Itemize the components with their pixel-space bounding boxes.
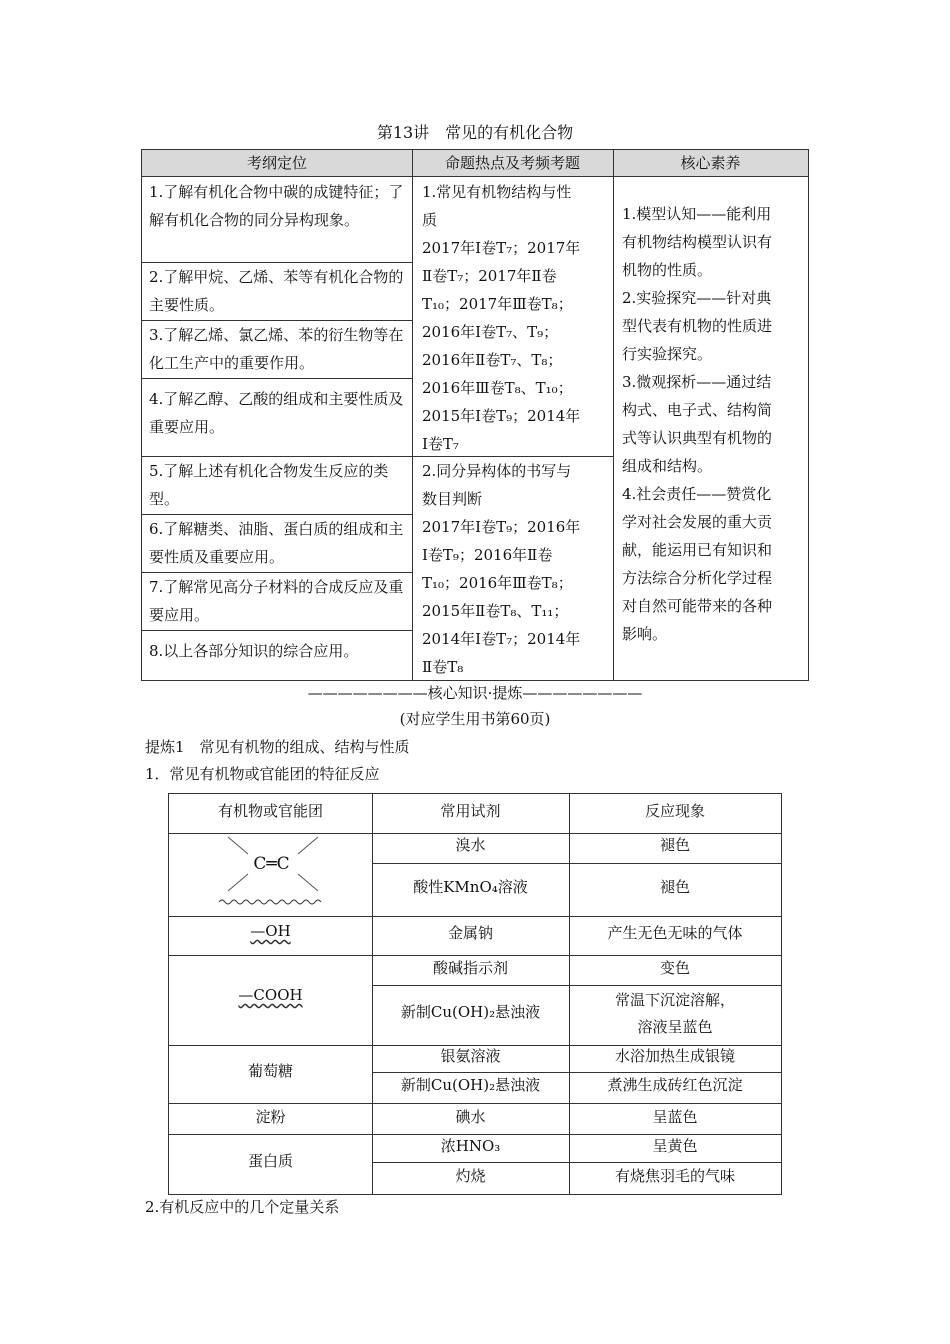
divider <box>142 630 412 631</box>
outline-header-3: 核心素养 <box>613 150 808 177</box>
reagent: 银氨溶液 <box>440 1047 501 1065</box>
group-label: —COOH <box>238 986 303 1004</box>
divider <box>372 985 781 986</box>
reagent: 酸碱指示剂 <box>432 959 508 977</box>
divider <box>613 150 614 680</box>
outline-item: 3.了解乙烯、氯乙烯、苯的衍生物等在化工生产中的重要作用。 <box>149 326 404 372</box>
outline-header-2: 命题热点及考频考题 <box>412 150 613 177</box>
section-bar: ————————核心知识·提炼———————— <box>307 684 643 702</box>
reagent: 溴水 <box>455 836 486 854</box>
outline-item: 5.了解上述有机化合物发生反应的类型。 <box>149 462 389 508</box>
reaction-header-1: 有机物或官能团 <box>217 802 323 820</box>
result: 褪色 <box>659 878 690 896</box>
reaction-table <box>168 793 782 1195</box>
page-reference: (对应学生用书第60页) <box>399 710 551 728</box>
page-title: 第13讲 常见的有机化合物 <box>376 123 574 142</box>
result: 产生无色无味的气体 <box>607 924 743 942</box>
compound-label: 淀粉 <box>255 1108 286 1126</box>
divider <box>142 378 412 379</box>
divider <box>412 150 413 680</box>
reagent: 酸性KMnO₄溶液 <box>413 878 528 896</box>
outline-item: 2.了解甲烷、乙烯、苯等有机化合物的主要性质。 <box>149 268 404 314</box>
divider <box>169 955 781 956</box>
outline-item: 6.了解糖类、油脂、蛋白质的组成和主要性质及重要应用。 <box>149 520 404 566</box>
divider <box>372 1072 781 1073</box>
result: 呈黄色 <box>652 1137 698 1155</box>
result: 变色 <box>659 959 690 977</box>
outline-item: 7.了解常见高分子材料的合成反应及重要应用。 <box>149 578 404 624</box>
outline-table <box>141 149 809 681</box>
reagent: 灼烧 <box>455 1167 486 1185</box>
divider <box>169 1103 781 1104</box>
reagent: 新制Cu(OH)₂悬浊液 <box>400 1076 541 1094</box>
item-1-heading: 1．常见有机物或官能团的特征反应 <box>145 765 380 783</box>
reaction-header-2: 常用试剂 <box>440 802 501 820</box>
compound-label: 蛋白质 <box>247 1152 293 1170</box>
outline-item: 4.了解乙醇、乙酸的组成和主要性质及重要应用。 <box>149 390 404 436</box>
group-label: —OH <box>250 922 291 940</box>
divider <box>372 1162 781 1163</box>
divider <box>169 916 781 917</box>
refine-title: 提炼1 常见有机物的组成、结构与性质 <box>145 738 410 756</box>
result: 煮沸生成砖红色沉淀 <box>607 1076 743 1094</box>
result: 常温下沉淀溶解， 溶液呈蓝色 <box>614 991 735 1036</box>
outline-header-1: 考纲定位 <box>142 150 412 177</box>
result: 呈蓝色 <box>652 1108 698 1126</box>
outline-item: 1.了解有机化合物中碳的成键特征；了解有机化合物的同分异构现象。 <box>149 183 404 229</box>
alkene-label: C═C <box>253 854 290 874</box>
compound-label: 葡萄糖 <box>247 1062 293 1080</box>
core-literacy: 1.模型认知——能利用 有机物结构模型认识有 机物的性质。 2.实验探究——针对典 型代表有机物的性质进 行实验探究。 3.微观探析——通过结 构式、电子式、结构简 式等认识典型有机物的 组成和结构。 4.社会责任——赞赏化 学对社会发展的重大贡 献，能运用已有知识和 方法综合分析化学过程 对自然可能带来的各种 影响。 <box>622 205 773 643</box>
item-2-heading: 2.有机反应中的几个定量关系 <box>145 1198 340 1216</box>
reagent: 碘水 <box>455 1108 486 1126</box>
outline-item: 8.以上各部分知识的综合应用。 <box>149 642 359 660</box>
reagent: 金属钠 <box>447 924 493 942</box>
result: 褪色 <box>659 836 690 854</box>
divider <box>372 863 781 864</box>
hotspot-block-2: 2.同分异构体的书写与 数目判断 2017年Ⅰ卷T₉；2016年 Ⅰ卷T₉；2016年Ⅱ卷 T₁₀；2016年Ⅲ卷T₈； 2015年Ⅱ卷T₈、T₁₁； 2014年Ⅰ卷T₇；2014年 Ⅱ卷T₈ <box>422 462 581 676</box>
alkene-structure-diagram <box>214 834 329 914</box>
result: 水浴加热生成银镜 <box>614 1047 735 1065</box>
hotspot-block-1: 1.常见有机物结构与性 质 2017年Ⅰ卷T₇；2017年 Ⅱ卷T₇；2017年Ⅱ卷 T₁₀；2017年Ⅲ卷T₈； 2016年Ⅰ卷T₇、T₉； 2016年Ⅱ卷T₇、T₈； 2016年Ⅲ卷T₈、T₁₀； 2015年Ⅰ卷T₉；2014年 Ⅰ卷T₇ <box>422 183 581 453</box>
reaction-header-3: 反应现象 <box>644 802 705 820</box>
result: 有烧焦羽毛的气味 <box>614 1167 735 1185</box>
reagent: 新制Cu(OH)₂悬浊液 <box>400 1003 541 1021</box>
reagent: 浓HNO₃ <box>440 1137 501 1155</box>
